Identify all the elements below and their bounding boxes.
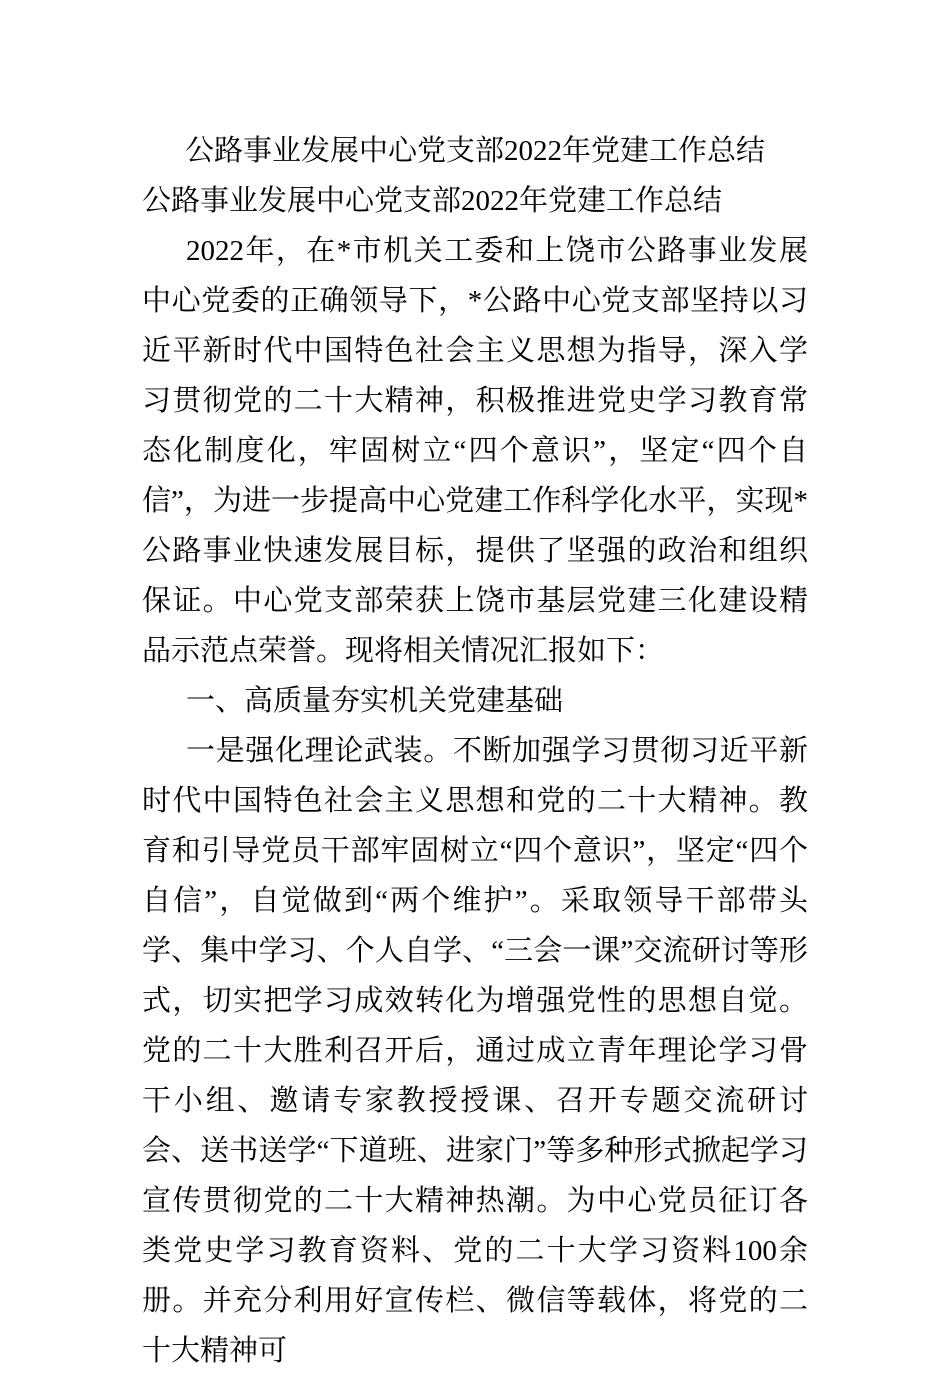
intro-paragraph: 2022年，在*市机关工委和上饶市公路事业发展中心党委的正确领导下，*公路中心党支部坚持以习近平新时代中国特色社会主义思想为指导，深入学习贯彻党的二十大精神，积极推进党史学习教育常态化制度化，牢固树立“四个意识”，坚定“四个自信”，为进一步提高中心党建工作科学化水平，实现*公路事业快速发展目标，提供了坚强的政治和组织保证。中心党支部荣获上饶市基层党建三化建设精品示范点荣誉。现将相关情况汇报如下：	[142, 235, 808, 667]
document-title: 公路事业发展中心党支部2022年党建工作总结	[184, 135, 765, 167]
document-title-repeat: 公路事业发展中心党支部2022年党建工作总结	[142, 185, 723, 217]
section-1-heading: 一、高质量夯实机关党建基础	[186, 685, 564, 717]
section-1-paragraph: 一是强化理论武装。不断加强学习贯彻习近平新时代中国特色社会主义思想和党的二十大精神。教育和引导党员干部牢固树立“四个意识”，坚定“四个自信”，自觉做到“两个维护”。采取领导干部带头学、集中学习、个人自学、“三会一课”交流研讨等形式，切实把学习成效转化为增强党性的思想自觉。党的二十大胜利召开后，通过成立青年理论学习骨干小组、邀请专家教授授课、召开专题交流研讨会、送书送学“下道班、进家门”等多种形式掀起学习宣传贯彻党的二十大精神热潮。为中心党员征订各类党史学习教育资料、党的二十大学习资料100余册。并充分利用好宣传栏、微信等载体，将党的二十大精神可	[142, 735, 808, 1367]
